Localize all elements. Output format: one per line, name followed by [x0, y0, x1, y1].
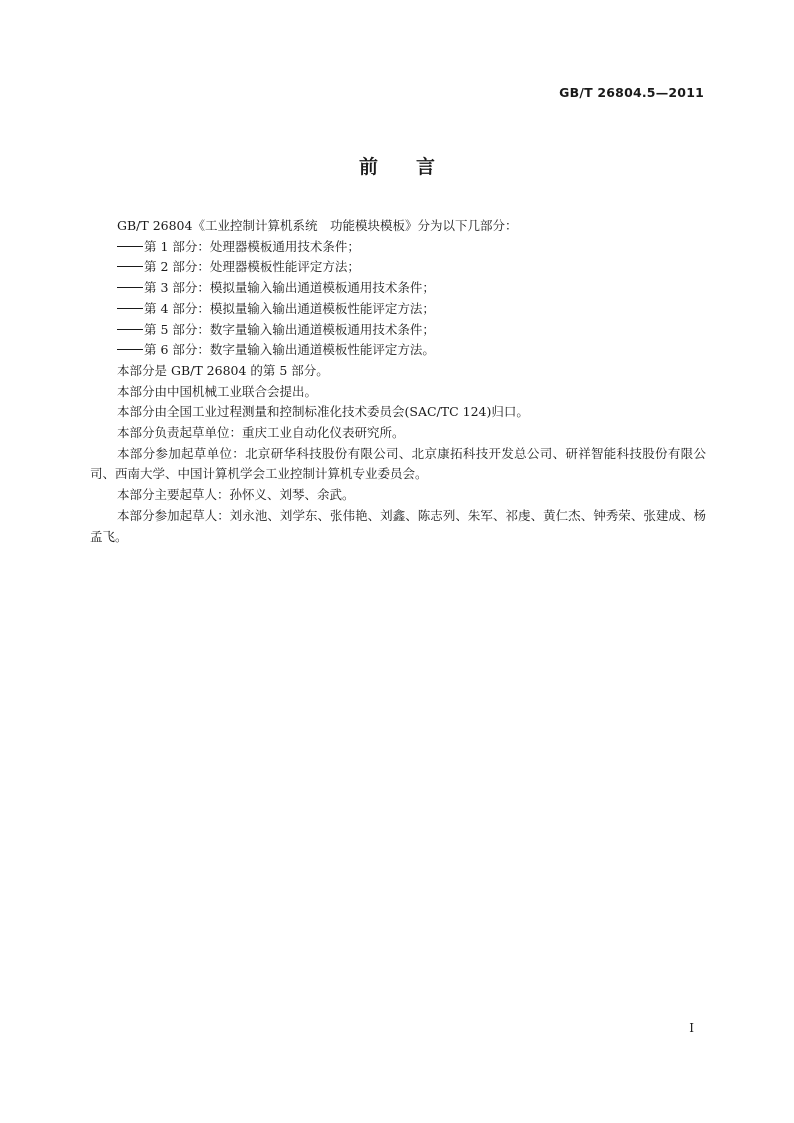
part-item-text: 第 2 部分：处理器模板性能评定方法；: [144, 259, 360, 275]
part-list-item: [90, 299, 706, 320]
participating-drafters: 本部分参加起草人：刘永池、刘学东、张伟艳、刘鑫、陈志列、朱军、祁虔、黄仁杰、钟秀荣、张建成、杨孟飞。: [90, 507, 706, 544]
part-item-text: 第 1 部分：处理器模板通用技术条件；: [144, 238, 360, 254]
part-item-text: 第 4 部分：模拟量输入输出通道模板性能评定方法；: [144, 300, 435, 316]
em-dash-mark: [117, 329, 143, 330]
part-list-item: [90, 237, 706, 258]
em-dash-mark: [117, 287, 143, 288]
participating-units: 本部分参加起草单位：北京研华科技股份有限公司、北京康拓科技开发总公司、研祥智能科技股份有限公司、西南大学、中国计算机学会工业控制计算机专业委员会。: [90, 445, 706, 482]
main-drafters: 本部分主要起草人：孙怀义、刘琴、余武。: [117, 487, 355, 503]
em-dash-mark: [117, 246, 143, 247]
part-item-text: 第 3 部分：模拟量输入输出通道模板通用技术条件；: [144, 280, 435, 296]
part-list-item: [90, 278, 706, 299]
intro-paragraph: GB/T 26804《工业控制计算机系统 功能模块模板》分为以下几部分：: [117, 218, 518, 233]
em-dash-mark: [117, 349, 143, 350]
part-statement: 本部分是 GB/T 26804 的第 5 部分。: [117, 362, 329, 378]
part-list-item: [90, 257, 706, 278]
page-title: 前言: [358, 156, 473, 178]
part-list-item: [90, 340, 706, 361]
page-number: I: [689, 1021, 694, 1035]
responsible-unit: 本部分负责起草单位：重庆工业自动化仪表研究所。: [117, 425, 405, 441]
part-list-item: [90, 320, 706, 341]
foreword-body: [90, 216, 706, 547]
centralized-statement: 本部分由全国工业过程测量和控制标准化技术委员会(SAC/TC 124)归口。: [117, 404, 529, 420]
proposer-statement: 本部分由中国机械工业联合会提出。: [117, 383, 318, 399]
em-dash-mark: [117, 308, 143, 309]
em-dash-mark: [117, 266, 143, 267]
part-item-text: 第 6 部分：数字量输入输出通道模板性能评定方法。: [144, 342, 435, 358]
part-item-text: 第 5 部分：数字量输入输出通道模板通用技术条件；: [144, 321, 435, 337]
standard-code: GB/T 26804.5—2011: [559, 85, 704, 100]
